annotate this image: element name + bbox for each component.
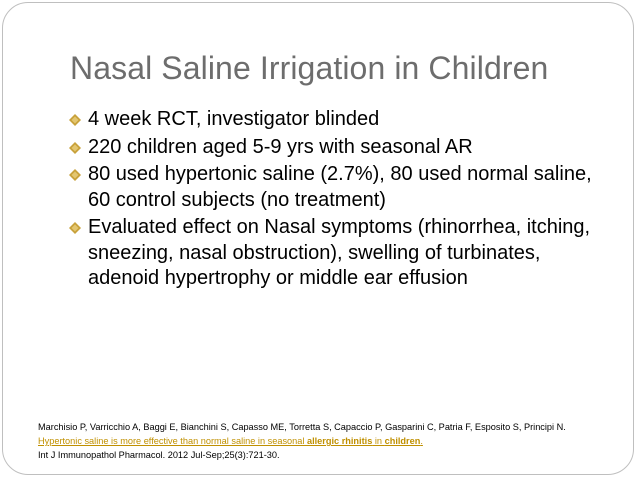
bullet-text: 80 used hypertonic saline (2.7%), 80 used normal saline, 60 control subjects (no treatment) [88,163,592,211]
slide-title: Nasal Saline Irrigation in Children [70,50,549,86]
citation-link-text[interactable]: . [420,436,423,446]
citation-title-link[interactable] [38,434,632,448]
bullet-list [67,107,612,294]
bullet-item [67,215,612,292]
bullet-item [67,107,612,133]
bullet-text: 220 children aged 5-9 yrs with seasonal AR [88,135,473,158]
citation-link-text[interactable]: in [372,436,385,446]
citation-link-keyword[interactable]: allergic rhinitis [306,436,373,446]
bullet-text: Evaluated effect on Nasal symptoms (rhinorrhea, itching, sneezing, nasal obstruction), swelling of turbinates, adenoid hypertrophy or middle ear effusion [88,216,591,289]
diamond-bullet-icon [69,114,81,126]
bullet-item [67,135,612,161]
diamond-bullet-icon [69,142,81,154]
citation-block [38,420,632,462]
bullet-text: 4 week RCT, investigator blinded [88,108,380,130]
citation-link-keyword[interactable]: children [384,436,421,446]
diamond-bullet-icon [69,169,81,181]
citation-link-text[interactable]: Hypertonic saline is more effective than normal saline in seasonal [38,436,307,446]
citation-journal: Int J Immunopathol Pharmacol. 2012 Jul-Sep;25(3):721-30. [38,450,280,460]
diamond-bullet-icon [69,222,81,234]
bullet-item [67,162,612,213]
citation-authors: Marchisio P, Varricchio A, Baggi E, Bianchini S, Capasso ME, Torretta S, Capaccio P, Gasparini C, Patria F, Esposito S, Principi N. [38,422,566,432]
